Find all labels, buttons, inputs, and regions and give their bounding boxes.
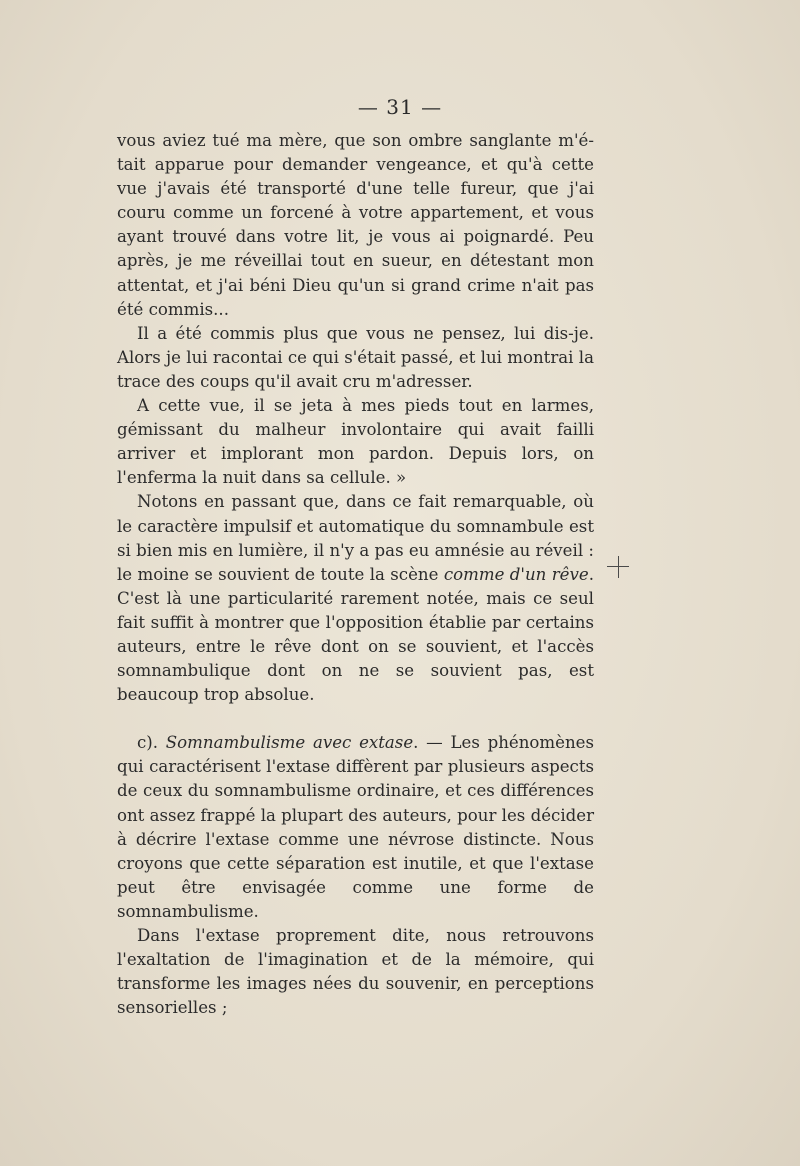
paragraph-1: vous aviez tué ma mère, que son ombre sanglante m'é-tait apparue pour demander vengeance, et qu'à cette vue j'avais été transporté d'une telle fureur, que j'ai couru comme un forcené à votre appartement, et vous ayant trouvé dans votre lit, je vous ai poignardé. Peu après, je me réveillai tout en sueur, en détestant mon attentat, et j'ai béni Dieu qu'un si grand crime n'ait pas été commis... xyxy=(117,131,594,319)
margin-cross-mark xyxy=(607,556,629,578)
paragraph-4-end: . C'est là une particularité rarement notée, mais ce seul fait suffit à montrer que l'opposition établie par certains auteurs, entre le rêve dont on se souvient, et l'accès somnambulique dont on ne se souvient pas, est beaucoup trop absolue. xyxy=(117,564,594,705)
section-label: c). xyxy=(137,733,166,753)
paragraph-4-start: Notons en passant que, dans ce fait remarquable, où le caractère impulsif et automatique du somnambule est si bien mis en lumière, il n'y a pas eu amnésie au réveil : le moine se souvient de toute la scène xyxy=(117,492,594,584)
section-c-text: . — Les phénomènes qui caractérisent l'extase diffèrent par plusieurs aspects de ceux du somnambulisme ordinaire, et ces différences ont assez frappé la plupart des auteurs, pour les décider à décrire l'extase comme une névrose distincte. Nous croyons que cette séparation est inutile, et que l'extase peut être envisagée comme une forme de somnambulisme. xyxy=(117,733,594,921)
section-c-paragraph xyxy=(117,731,594,924)
section-heading: Somnambulisme avec extase xyxy=(165,733,414,753)
paragraph-6: Dans l'extase proprement dite, nous retrouvons l'exaltation de l'imagination et de la mémoire, qui transforme les images nées du souvenir, en perceptions sensorielles ; xyxy=(117,926,594,1018)
paragraph-4 xyxy=(117,490,594,707)
body-text xyxy=(117,129,594,1020)
paragraph-2: Il a été commis plus que vous ne pensez, lui dis-je. Alors je lui racontai ce qui s'était passé, et lui montrai la trace des coups qu'il avait cru m'adresser. xyxy=(117,323,594,391)
italic-phrase: comme d'un rêve xyxy=(443,564,589,584)
page-number: — 31 — xyxy=(357,95,443,119)
paragraph-3: A cette vue, il se jeta à mes pieds tout en larmes, gémissant du malheur involontaire qui avait failli arriver et implorant mon pardon. Depuis lors, on l'enferma la nuit dans sa cellule. » xyxy=(117,396,594,488)
